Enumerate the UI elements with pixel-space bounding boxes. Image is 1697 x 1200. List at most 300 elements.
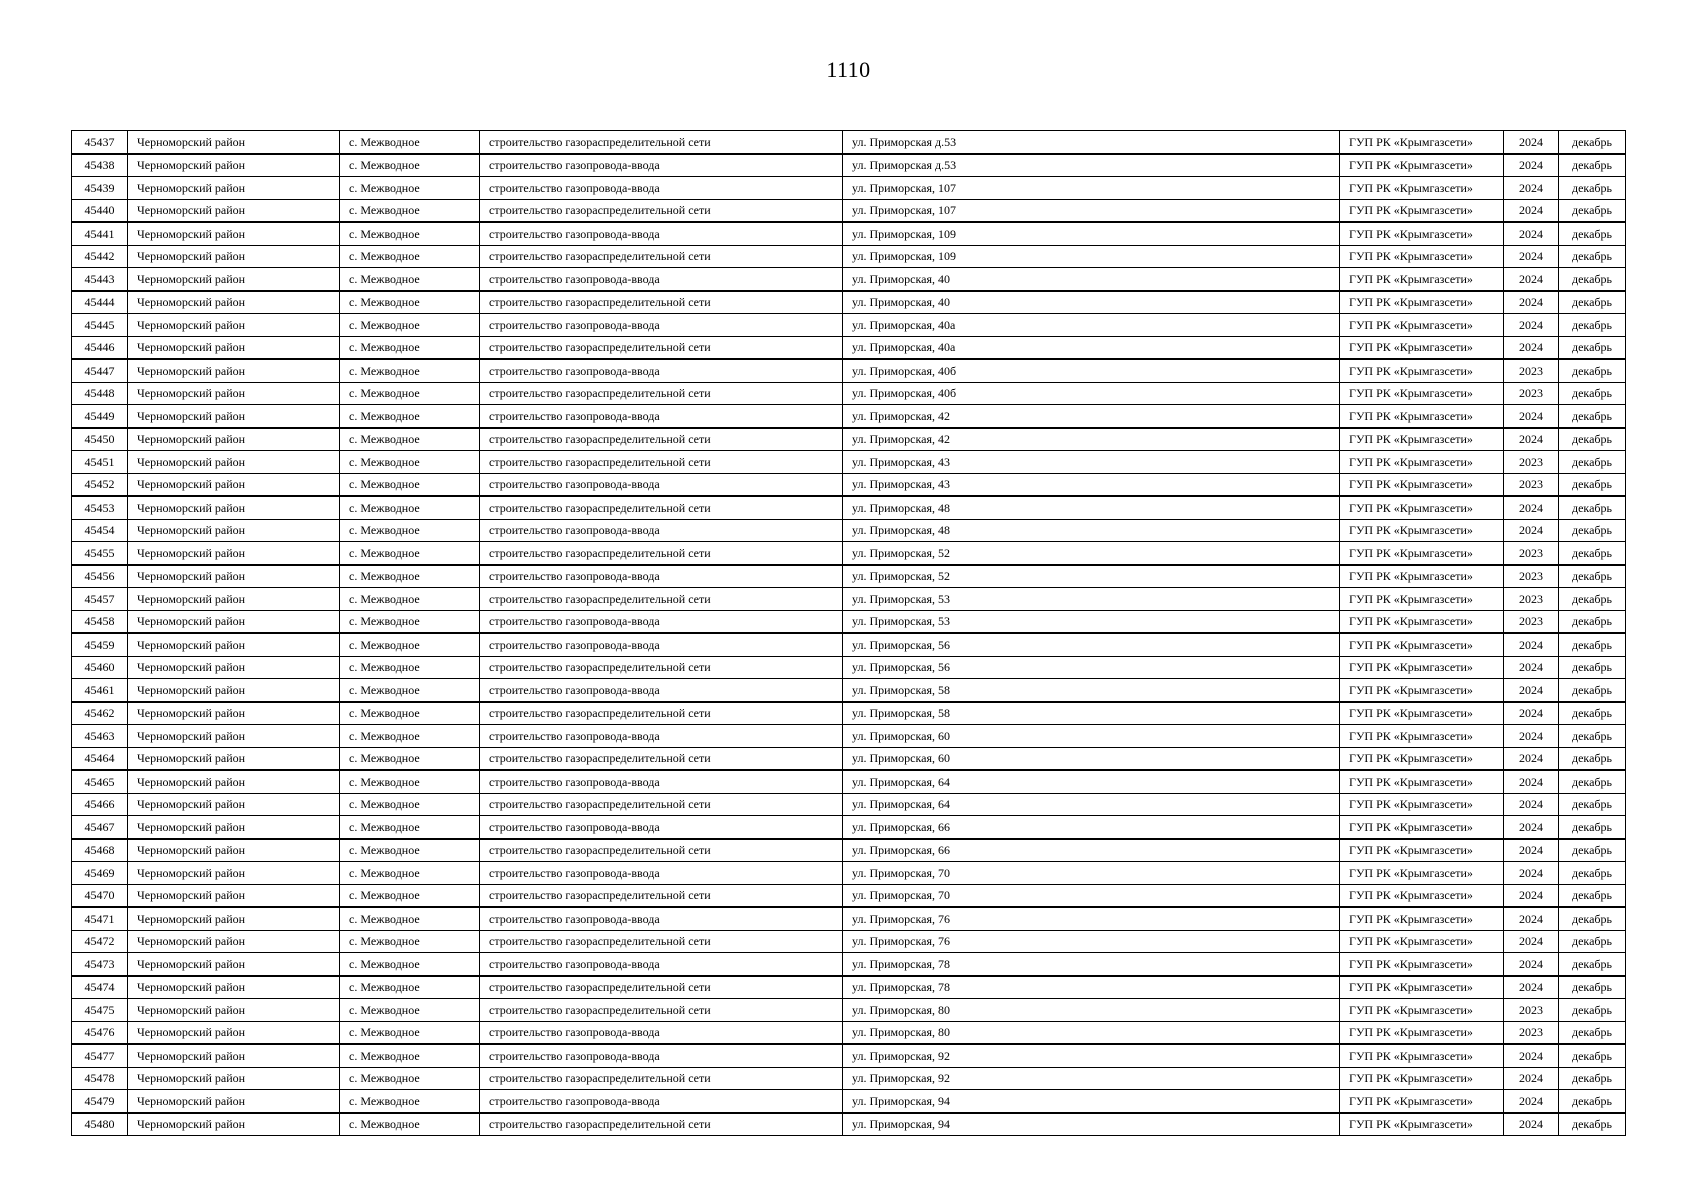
table-row (72, 633, 1626, 656)
record-number-cell: 45468 (72, 839, 128, 862)
settlement-cell: с. Межводное (340, 542, 480, 565)
month-cell: декабрь (1559, 702, 1626, 725)
organization-cell: ГУП РК «Крымгазсети» (1340, 1067, 1504, 1090)
organization-cell: ГУП РК «Крымгазсети» (1340, 382, 1504, 405)
record-number-cell: 45449 (72, 405, 128, 428)
record-number-cell: 45456 (72, 565, 128, 588)
month-cell: декабрь (1559, 610, 1626, 633)
month-cell: декабрь (1559, 884, 1626, 907)
table-row (72, 770, 1626, 793)
table-row (72, 382, 1626, 405)
address-cell: ул. Приморская, 80 (843, 1021, 1340, 1044)
district-cell: Черноморский район (128, 976, 340, 999)
district-cell: Черноморский район (128, 770, 340, 793)
work-type-cell: строительство газораспределительной сети (480, 428, 843, 451)
work-type-cell: строительство газопровода-ввода (480, 519, 843, 542)
district-cell: Черноморский район (128, 884, 340, 907)
record-number-cell: 45477 (72, 1044, 128, 1067)
organization-cell: ГУП РК «Крымгазсети» (1340, 793, 1504, 816)
year-cell: 2024 (1504, 930, 1559, 953)
record-number-cell: 45439 (72, 177, 128, 200)
organization-cell: ГУП РК «Крымгазсети» (1340, 565, 1504, 588)
table-row (72, 862, 1626, 885)
work-type-cell: строительство газораспределительной сети (480, 291, 843, 314)
table-row (72, 291, 1626, 314)
settlement-cell: с. Межводное (340, 154, 480, 177)
month-cell: декабрь (1559, 725, 1626, 748)
district-cell: Черноморский район (128, 542, 340, 565)
month-cell: декабрь (1559, 359, 1626, 382)
work-type-cell: строительство газопровода-ввода (480, 1044, 843, 1067)
organization-cell: ГУП РК «Крымгазсети» (1340, 268, 1504, 291)
table-row (72, 565, 1626, 588)
organization-cell: ГУП РК «Крымгазсети» (1340, 314, 1504, 337)
district-cell: Черноморский район (128, 519, 340, 542)
organization-cell: ГУП РК «Крымгазсети» (1340, 1090, 1504, 1113)
district-cell: Черноморский район (128, 245, 340, 268)
record-number-cell: 45453 (72, 496, 128, 519)
record-number-cell: 45452 (72, 473, 128, 496)
address-cell: ул. Приморская, 48 (843, 519, 1340, 542)
address-cell: ул. Приморская, 66 (843, 839, 1340, 862)
district-cell: Черноморский район (128, 679, 340, 702)
month-cell: декабрь (1559, 473, 1626, 496)
address-cell: ул. Приморская, 58 (843, 679, 1340, 702)
work-type-cell: строительство газораспределительной сети (480, 839, 843, 862)
district-cell: Черноморский район (128, 359, 340, 382)
address-cell: ул. Приморская, 66 (843, 816, 1340, 839)
month-cell: декабрь (1559, 222, 1626, 245)
district-cell: Черноморский район (128, 633, 340, 656)
record-number-cell: 45451 (72, 451, 128, 474)
district-cell: Черноморский район (128, 999, 340, 1022)
record-number-cell: 45462 (72, 702, 128, 725)
table-row (72, 588, 1626, 611)
work-type-cell: строительство газопровода-ввода (480, 359, 843, 382)
settlement-cell: с. Межводное (340, 245, 480, 268)
record-number-cell: 45438 (72, 154, 128, 177)
year-cell: 2024 (1504, 656, 1559, 679)
record-number-cell: 45465 (72, 770, 128, 793)
settlement-cell: с. Межводное (340, 588, 480, 611)
settlement-cell: с. Межводное (340, 884, 480, 907)
district-cell: Черноморский район (128, 816, 340, 839)
settlement-cell: с. Межводное (340, 747, 480, 770)
table-row (72, 542, 1626, 565)
settlement-cell: с. Межводное (340, 770, 480, 793)
address-cell: ул. Приморская, 64 (843, 793, 1340, 816)
work-type-cell: строительство газораспределительной сети (480, 131, 843, 154)
organization-cell: ГУП РК «Крымгазсети» (1340, 131, 1504, 154)
work-type-cell: строительство газораспределительной сети (480, 245, 843, 268)
organization-cell: ГУП РК «Крымгазсети» (1340, 725, 1504, 748)
organization-cell: ГУП РК «Крымгазсети» (1340, 451, 1504, 474)
year-cell: 2024 (1504, 770, 1559, 793)
address-cell: ул. Приморская, 40б (843, 359, 1340, 382)
table-row (72, 428, 1626, 451)
district-cell: Черноморский район (128, 1067, 340, 1090)
month-cell: декабрь (1559, 679, 1626, 702)
address-cell: ул. Приморская д.53 (843, 154, 1340, 177)
work-type-cell: строительство газораспределительной сети (480, 930, 843, 953)
address-cell: ул. Приморская, 43 (843, 451, 1340, 474)
year-cell: 2024 (1504, 245, 1559, 268)
work-type-cell: строительство газопровода-ввода (480, 633, 843, 656)
work-type-cell: строительство газораспределительной сети (480, 999, 843, 1022)
record-number-cell: 45461 (72, 679, 128, 702)
organization-cell: ГУП РК «Крымгазсети» (1340, 199, 1504, 222)
year-cell: 2024 (1504, 336, 1559, 359)
address-cell: ул. Приморская, 58 (843, 702, 1340, 725)
year-cell: 2023 (1504, 999, 1559, 1022)
settlement-cell: с. Межводное (340, 199, 480, 222)
month-cell: декабрь (1559, 314, 1626, 337)
settlement-cell: с. Межводное (340, 222, 480, 245)
settlement-cell: с. Межводное (340, 816, 480, 839)
settlement-cell: с. Межводное (340, 862, 480, 885)
table-row (72, 405, 1626, 428)
record-number-cell: 45479 (72, 1090, 128, 1113)
table-row (72, 222, 1626, 245)
year-cell: 2024 (1504, 199, 1559, 222)
page-number: 1110 (826, 57, 871, 82)
register-table (71, 130, 1626, 1136)
work-type-cell: строительство газопровода-ввода (480, 907, 843, 930)
organization-cell: ГУП РК «Крымгазсети» (1340, 702, 1504, 725)
district-cell: Черноморский район (128, 1090, 340, 1113)
organization-cell: ГУП РК «Крымгазсети» (1340, 473, 1504, 496)
year-cell: 2023 (1504, 588, 1559, 611)
work-type-cell: строительство газопровода-ввода (480, 314, 843, 337)
month-cell: декабрь (1559, 519, 1626, 542)
year-cell: 2024 (1504, 314, 1559, 337)
record-number-cell: 45471 (72, 907, 128, 930)
settlement-cell: с. Межводное (340, 976, 480, 999)
address-cell: ул. Приморская, 48 (843, 496, 1340, 519)
table-row (72, 1090, 1626, 1113)
month-cell: декабрь (1559, 862, 1626, 885)
work-type-cell: строительство газопровода-ввода (480, 816, 843, 839)
district-cell: Черноморский район (128, 177, 340, 200)
register-table-body (72, 131, 1626, 1136)
record-number-cell: 45446 (72, 336, 128, 359)
month-cell: декабрь (1559, 588, 1626, 611)
address-cell: ул. Приморская, 109 (843, 222, 1340, 245)
address-cell: ул. Приморская, 107 (843, 199, 1340, 222)
organization-cell: ГУП РК «Крымгазсети» (1340, 245, 1504, 268)
organization-cell: ГУП РК «Крымгазсети» (1340, 907, 1504, 930)
district-cell: Черноморский район (128, 656, 340, 679)
table-row (72, 154, 1626, 177)
organization-cell: ГУП РК «Крымгазсети» (1340, 428, 1504, 451)
organization-cell: ГУП РК «Крымгазсети» (1340, 154, 1504, 177)
settlement-cell: с. Межводное (340, 473, 480, 496)
table-row (72, 519, 1626, 542)
work-type-cell: строительство газопровода-ввода (480, 725, 843, 748)
year-cell: 2023 (1504, 565, 1559, 588)
table-row (72, 884, 1626, 907)
district-cell: Черноморский район (128, 588, 340, 611)
address-cell: ул. Приморская, 40 (843, 291, 1340, 314)
address-cell: ул. Приморская, 92 (843, 1067, 1340, 1090)
district-cell: Черноморский район (128, 222, 340, 245)
work-type-cell: строительство газораспределительной сети (480, 747, 843, 770)
record-number-cell: 45450 (72, 428, 128, 451)
organization-cell: ГУП РК «Крымгазсети» (1340, 177, 1504, 200)
settlement-cell: с. Межводное (340, 382, 480, 405)
settlement-cell: с. Межводное (340, 953, 480, 976)
organization-cell: ГУП РК «Крымгазсети» (1340, 656, 1504, 679)
year-cell: 2024 (1504, 884, 1559, 907)
year-cell: 2024 (1504, 1067, 1559, 1090)
district-cell: Черноморский район (128, 496, 340, 519)
month-cell: декабрь (1559, 907, 1626, 930)
year-cell: 2024 (1504, 839, 1559, 862)
settlement-cell: с. Межводное (340, 907, 480, 930)
work-type-cell: строительство газопровода-ввода (480, 953, 843, 976)
record-number-cell: 45463 (72, 725, 128, 748)
year-cell: 2024 (1504, 907, 1559, 930)
settlement-cell: с. Межводное (340, 1067, 480, 1090)
work-type-cell: строительство газораспределительной сети (480, 382, 843, 405)
organization-cell: ГУП РК «Крымгазсети» (1340, 336, 1504, 359)
district-cell: Черноморский район (128, 382, 340, 405)
table-row (72, 976, 1626, 999)
month-cell: декабрь (1559, 1044, 1626, 1067)
year-cell: 2023 (1504, 382, 1559, 405)
address-cell: ул. Приморская, 52 (843, 542, 1340, 565)
organization-cell: ГУП РК «Крымгазсети» (1340, 862, 1504, 885)
table-row (72, 336, 1626, 359)
district-cell: Черноморский район (128, 610, 340, 633)
work-type-cell: строительство газопровода-ввода (480, 862, 843, 885)
work-type-cell: строительство газопровода-ввода (480, 565, 843, 588)
address-cell: ул. Приморская, 94 (843, 1090, 1340, 1113)
record-number-cell: 45447 (72, 359, 128, 382)
year-cell: 2024 (1504, 1090, 1559, 1113)
year-cell: 2024 (1504, 519, 1559, 542)
work-type-cell: строительство газопровода-ввода (480, 268, 843, 291)
work-type-cell: строительство газораспределительной сети (480, 656, 843, 679)
work-type-cell: строительство газораспределительной сети (480, 199, 843, 222)
district-cell: Черноморский район (128, 1044, 340, 1067)
year-cell: 2024 (1504, 154, 1559, 177)
organization-cell: ГУП РК «Крымгазсети» (1340, 930, 1504, 953)
year-cell: 2023 (1504, 359, 1559, 382)
settlement-cell: с. Межводное (340, 1113, 480, 1136)
district-cell: Черноморский район (128, 473, 340, 496)
district-cell: Черноморский район (128, 725, 340, 748)
work-type-cell: строительство газопровода-ввода (480, 1021, 843, 1044)
organization-cell: ГУП РК «Крымгазсети» (1340, 359, 1504, 382)
organization-cell: ГУП РК «Крымгазсети» (1340, 953, 1504, 976)
settlement-cell: с. Межводное (340, 1090, 480, 1113)
year-cell: 2024 (1504, 291, 1559, 314)
district-cell: Черноморский район (128, 953, 340, 976)
address-cell: ул. Приморская, 94 (843, 1113, 1340, 1136)
year-cell: 2024 (1504, 131, 1559, 154)
table-row (72, 1044, 1626, 1067)
organization-cell: ГУП РК «Крымгазсети» (1340, 222, 1504, 245)
settlement-cell: с. Межводное (340, 405, 480, 428)
address-cell: ул. Приморская, 64 (843, 770, 1340, 793)
work-type-cell: строительство газораспределительной сети (480, 884, 843, 907)
settlement-cell: с. Межводное (340, 451, 480, 474)
address-cell: ул. Приморская, 53 (843, 588, 1340, 611)
settlement-cell: с. Межводное (340, 999, 480, 1022)
month-cell: декабрь (1559, 131, 1626, 154)
month-cell: декабрь (1559, 382, 1626, 405)
address-cell: ул. Приморская, 80 (843, 999, 1340, 1022)
district-cell: Черноморский район (128, 291, 340, 314)
work-type-cell: строительство газораспределительной сети (480, 451, 843, 474)
table-row (72, 1113, 1626, 1136)
address-cell: ул. Приморская, 92 (843, 1044, 1340, 1067)
year-cell: 2024 (1504, 177, 1559, 200)
record-number-cell: 45437 (72, 131, 128, 154)
organization-cell: ГУП РК «Крымгазсети» (1340, 496, 1504, 519)
organization-cell: ГУП РК «Крымгазсети» (1340, 1044, 1504, 1067)
year-cell: 2024 (1504, 862, 1559, 885)
address-cell: ул. Приморская, 52 (843, 565, 1340, 588)
year-cell: 2024 (1504, 496, 1559, 519)
settlement-cell: с. Межводное (340, 496, 480, 519)
district-cell: Черноморский район (128, 702, 340, 725)
year-cell: 2024 (1504, 679, 1559, 702)
record-number-cell: 45458 (72, 610, 128, 633)
record-number-cell: 45459 (72, 633, 128, 656)
address-cell: ул. Приморская, 53 (843, 610, 1340, 633)
settlement-cell: с. Межводное (340, 1044, 480, 1067)
district-cell: Черноморский район (128, 930, 340, 953)
month-cell: декабрь (1559, 770, 1626, 793)
settlement-cell: с. Межводное (340, 633, 480, 656)
settlement-cell: с. Межводное (340, 702, 480, 725)
district-cell: Черноморский район (128, 451, 340, 474)
month-cell: декабрь (1559, 1067, 1626, 1090)
month-cell: декабрь (1559, 428, 1626, 451)
district-cell: Черноморский район (128, 793, 340, 816)
organization-cell: ГУП РК «Крымгазсети» (1340, 999, 1504, 1022)
district-cell: Черноморский район (128, 428, 340, 451)
settlement-cell: с. Межводное (340, 336, 480, 359)
record-number-cell: 45476 (72, 1021, 128, 1044)
work-type-cell: строительство газопровода-ввода (480, 770, 843, 793)
address-cell: ул. Приморская, 60 (843, 725, 1340, 748)
district-cell: Черноморский район (128, 1021, 340, 1044)
work-type-cell: строительство газопровода-ввода (480, 222, 843, 245)
work-type-cell: строительство газораспределительной сети (480, 588, 843, 611)
settlement-cell: с. Межводное (340, 656, 480, 679)
table-row (72, 839, 1626, 862)
district-cell: Черноморский район (128, 747, 340, 770)
address-cell: ул. Приморская, 40 (843, 268, 1340, 291)
record-number-cell: 45440 (72, 199, 128, 222)
month-cell: декабрь (1559, 336, 1626, 359)
settlement-cell: с. Межводное (340, 839, 480, 862)
record-number-cell: 45464 (72, 747, 128, 770)
record-number-cell: 45455 (72, 542, 128, 565)
work-type-cell: строительство газопровода-ввода (480, 610, 843, 633)
settlement-cell: с. Межводное (340, 428, 480, 451)
district-cell: Черноморский район (128, 314, 340, 337)
record-number-cell: 45472 (72, 930, 128, 953)
settlement-cell: с. Межводное (340, 177, 480, 200)
address-cell: ул. Приморская, 56 (843, 633, 1340, 656)
record-number-cell: 45448 (72, 382, 128, 405)
month-cell: декабрь (1559, 154, 1626, 177)
district-cell: Черноморский район (128, 199, 340, 222)
year-cell: 2024 (1504, 633, 1559, 656)
year-cell: 2024 (1504, 1113, 1559, 1136)
table-row (72, 314, 1626, 337)
month-cell: декабрь (1559, 1021, 1626, 1044)
organization-cell: ГУП РК «Крымгазсети» (1340, 679, 1504, 702)
settlement-cell: с. Межводное (340, 519, 480, 542)
year-cell: 2024 (1504, 268, 1559, 291)
record-number-cell: 45444 (72, 291, 128, 314)
address-cell: ул. Приморская, 107 (843, 177, 1340, 200)
month-cell: декабрь (1559, 451, 1626, 474)
month-cell: декабрь (1559, 930, 1626, 953)
organization-cell: ГУП РК «Крымгазсети» (1340, 1021, 1504, 1044)
year-cell: 2023 (1504, 610, 1559, 633)
record-number-cell: 45469 (72, 862, 128, 885)
work-type-cell: строительство газораспределительной сети (480, 1113, 843, 1136)
record-number-cell: 45475 (72, 999, 128, 1022)
district-cell: Черноморский район (128, 839, 340, 862)
table-row (72, 451, 1626, 474)
district-cell: Черноморский район (128, 268, 340, 291)
table-row (72, 930, 1626, 953)
district-cell: Черноморский район (128, 131, 340, 154)
settlement-cell: с. Межводное (340, 610, 480, 633)
month-cell: декабрь (1559, 1090, 1626, 1113)
month-cell: декабрь (1559, 656, 1626, 679)
table-row (72, 496, 1626, 519)
month-cell: декабрь (1559, 793, 1626, 816)
record-number-cell: 45480 (72, 1113, 128, 1136)
address-cell: ул. Приморская, 70 (843, 862, 1340, 885)
organization-cell: ГУП РК «Крымгазсети» (1340, 839, 1504, 862)
organization-cell: ГУП РК «Крымгазсети» (1340, 405, 1504, 428)
month-cell: декабрь (1559, 245, 1626, 268)
year-cell: 2024 (1504, 428, 1559, 451)
record-number-cell: 45442 (72, 245, 128, 268)
district-cell: Черноморский район (128, 1113, 340, 1136)
month-cell: декабрь (1559, 268, 1626, 291)
work-type-cell: строительство газораспределительной сети (480, 542, 843, 565)
year-cell: 2024 (1504, 725, 1559, 748)
address-cell: ул. Приморская, 42 (843, 405, 1340, 428)
table-row (72, 245, 1626, 268)
organization-cell: ГУП РК «Крымгазсети» (1340, 884, 1504, 907)
district-cell: Черноморский район (128, 907, 340, 930)
record-number-cell: 45441 (72, 222, 128, 245)
work-type-cell: строительство газопровода-ввода (480, 679, 843, 702)
table-row (72, 268, 1626, 291)
settlement-cell: с. Межводное (340, 1021, 480, 1044)
table-row (72, 177, 1626, 200)
address-cell: ул. Приморская, 78 (843, 976, 1340, 999)
district-cell: Черноморский район (128, 336, 340, 359)
table-row (72, 907, 1626, 930)
address-cell: ул. Приморская, 76 (843, 930, 1340, 953)
work-type-cell: строительство газораспределительной сети (480, 976, 843, 999)
settlement-cell: с. Межводное (340, 131, 480, 154)
year-cell: 2023 (1504, 1021, 1559, 1044)
settlement-cell: с. Межводное (340, 565, 480, 588)
